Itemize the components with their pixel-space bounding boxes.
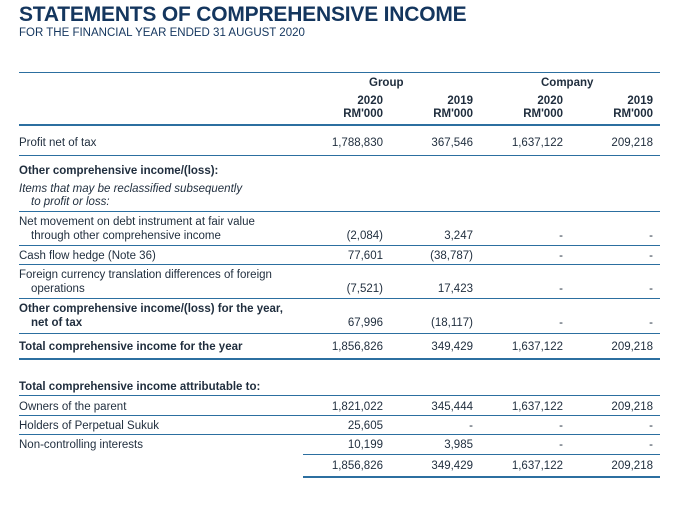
- cell-value: -: [649, 317, 653, 329]
- cell-value: (2,084): [346, 230, 383, 242]
- cell-value: 10,199: [347, 439, 383, 451]
- row-label-profit: Profit net of tax: [19, 137, 97, 149]
- cell-value: 367,546: [431, 137, 473, 149]
- cell-value: 25,605: [347, 420, 383, 432]
- row-label-owners: Owners of the parent: [19, 401, 127, 413]
- cell-value: 349,429: [431, 460, 473, 472]
- row-divider: [19, 434, 660, 435]
- company-header: Company: [541, 77, 594, 89]
- cell-value: 17,423: [437, 283, 473, 295]
- row-divider: [19, 264, 660, 265]
- row-divider: [19, 298, 660, 299]
- cell-value: 1,637,122: [511, 401, 563, 413]
- cell-value: -: [559, 250, 563, 262]
- section-heading-attributable: Total comprehensive income attributable to:: [19, 381, 261, 393]
- row-divider: [19, 245, 660, 246]
- cell-value: 1,637,122: [511, 137, 563, 149]
- cell-value: 209,218: [611, 341, 653, 353]
- cell-value: (7,521): [346, 283, 383, 295]
- subtotal-rule: [303, 454, 660, 455]
- row-label-debt-line1: Net movement on debt instrument at fair value: [19, 216, 255, 228]
- row-label-fx-line1: Foreign currency translation differences of foreign: [19, 269, 272, 281]
- cell-value: 209,218: [611, 137, 653, 149]
- cell-value: 77,601: [347, 250, 383, 262]
- cell-value: 349,429: [431, 341, 473, 353]
- reclass-note-line1: Items that may be reclassified subsequently: [19, 183, 243, 195]
- row-label-hedge: Cash flow hedge (Note 36): [19, 250, 156, 262]
- cell-value: 345,444: [431, 401, 473, 413]
- page-subtitle: FOR THE FINANCIAL YEAR ENDED 31 AUGUST 2020: [19, 27, 305, 39]
- section-heading-oci: Other comprehensive income/(loss):: [19, 165, 219, 177]
- row-divider: [19, 395, 660, 396]
- col-year: 2020: [537, 95, 563, 107]
- cell-value: 1,821,022: [331, 401, 383, 413]
- col-year: 2020: [357, 95, 383, 107]
- reclass-note-line2: to profit or loss:: [31, 196, 110, 208]
- row-label-fx-line2: operations: [31, 283, 85, 295]
- header-rule: [19, 124, 660, 126]
- cell-value: 1,788,830: [331, 137, 383, 149]
- row-label-debt-line2: through other comprehensive income: [31, 230, 221, 242]
- cell-value: -: [559, 439, 563, 451]
- col-year: 2019: [447, 95, 473, 107]
- cell-value: 1,637,122: [511, 460, 563, 472]
- col-unit: RM'000: [613, 108, 653, 120]
- row-divider: [19, 211, 660, 212]
- cell-value: (38,787): [430, 250, 473, 262]
- col-year: 2019: [627, 95, 653, 107]
- cell-value: 3,247: [444, 230, 473, 242]
- cell-value: -: [649, 250, 653, 262]
- top-rule: [19, 72, 660, 73]
- final-total-rule: [303, 476, 660, 478]
- row-divider: [19, 333, 660, 334]
- row-divider: [19, 415, 660, 416]
- row-label-tci: Total comprehensive income for the year: [19, 341, 243, 353]
- row-label-oci-total-line1: Other comprehensive income/(loss) for the year,: [19, 303, 283, 315]
- cell-value: -: [649, 420, 653, 432]
- cell-value: -: [649, 439, 653, 451]
- cell-value: -: [559, 420, 563, 432]
- total-rule: [19, 358, 660, 360]
- cell-value: 209,218: [611, 460, 653, 472]
- cell-value: 1,637,122: [511, 341, 563, 353]
- row-label-oci-total-line2: net of tax: [31, 317, 83, 329]
- col-unit: RM'000: [343, 108, 383, 120]
- cell-value: -: [649, 283, 653, 295]
- cell-value: 209,218: [611, 401, 653, 413]
- col-unit: RM'000: [523, 108, 563, 120]
- page-title: STATEMENTS OF COMPREHENSIVE INCOME: [19, 3, 467, 26]
- cell-value: 67,996: [347, 317, 383, 329]
- cell-value: -: [469, 420, 473, 432]
- row-label-sukuk: Holders of Perpetual Sukuk: [19, 420, 159, 432]
- row-label-nci: Non-controlling interests: [19, 439, 144, 451]
- cell-value: -: [559, 317, 563, 329]
- cell-value: 3,985: [444, 439, 473, 451]
- cell-value: 1,856,826: [331, 341, 383, 353]
- col-unit: RM'000: [433, 108, 473, 120]
- cell-value: -: [559, 283, 563, 295]
- cell-value: -: [649, 230, 653, 242]
- cell-value: -: [559, 230, 563, 242]
- group-header: Group: [369, 77, 404, 89]
- cell-value: (18,117): [431, 317, 473, 329]
- row-divider: [19, 155, 660, 156]
- cell-value: 1,856,826: [331, 460, 383, 472]
